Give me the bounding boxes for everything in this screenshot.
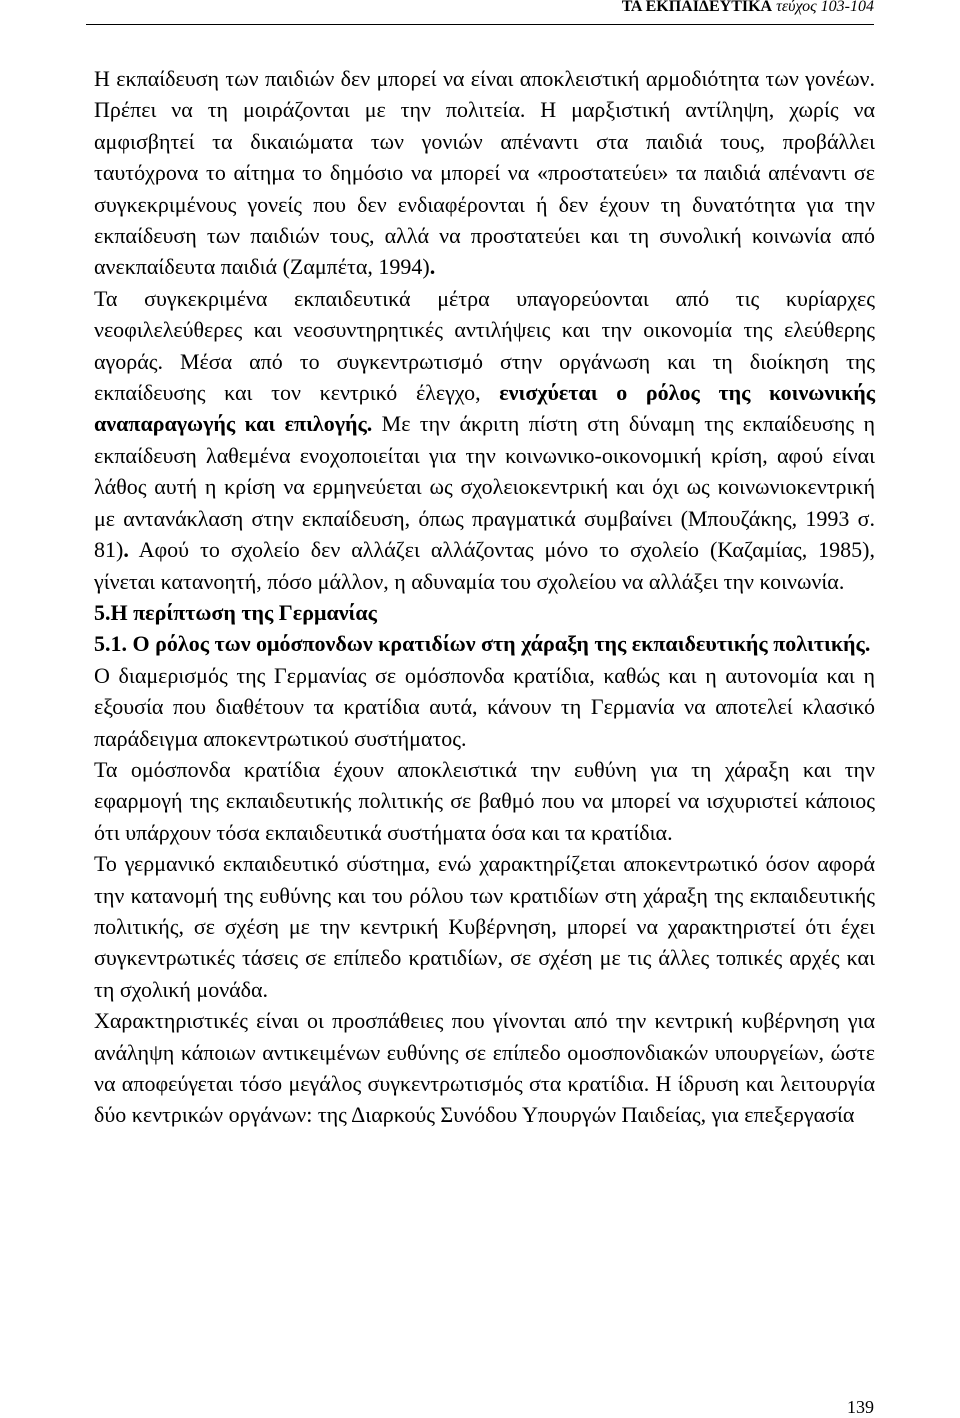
section-heading: 5.Η περίπτωση της Γερμανίας [94,599,377,625]
header-text [622,0,874,16]
journal-title: ΤΑ ΕΚΠΑΙΔΕΥΤΙΚΑ [621,0,773,15]
subsection-heading: 5.1. Ο ρόλος των ομόσπονδων κρατιδίων στη χάραξη της εκπαιδευτικής πολιτικής. [94,631,871,657]
paragraph: Χαρακτηριστικές είναι οι προσπάθειες που γίνονται από την κεντρική κυβέρνηση για ανάληψη κάποιων αντικειμένων ευθύνης σε επίπεδο ομοσπονδιακών υπουργείων, ώστε να αποφεύγεται τόσο μεγάλος συγκεντρωτισμός στα κρατίδια. Η ίδρυση και λειτουργία δύο κεντρικών οργάνων: της Διαρκούς Συνόδου Υπουργών Παιδείας, για επεξεργασία [94,1008,875,1128]
emphasis-text: ενισχύεται ο ρόλος της κοινωνικής αναπαραγωγής και επιλογής. [94,380,875,437]
paragraph: Το γερμανικό εκπαιδευτικό σύστημα, ενώ χαρακτηρίζεται αποκεντρωτικό όσον αφορά την κατανομή της ευθύνης και του ρόλου των κρατιδίων στη χάραξη της εκπαιδευτικής πολιτικής, σε σχέση με την κεντρική Κυβέρνηση, μπορεί να χαρακτηριστεί ότι έχει συγκεντρωτικές τάσεις σε επίπεδο κρατιδίων, σε σχέση με τις άλλες τοπικές αρχές και τη σχολική μονάδα. [94,851,875,1002]
paragraph: Η εκπαίδευση των παιδιών δεν μπορεί να είναι αποκλειστική αρμοδιότητα των γονέων. Πρέπει να τη μοιράζονται με την πολιτεία. Η μαρξιστική αντίληψη, χωρίς να αμφισβητεί τα δικαιώματα των γονιών απέναντι στα παιδιά τους, προβάλλει ταυτόχρονα το αίτημα το δημόσιο να μπορεί να «προστατεύει» τα παιδιά απέναντι σε συγκεκριμένους γονείς που δεν ενδιαφέρονται ή δεν έχουν τη δυνατότητα για την εκπαίδευση των παιδιών τους, αλλά να προστατεύει και τη συνολική κοινωνία από ανεκπαίδευτα παιδιά (Ζαμπέτα, 1994). [94,66,875,280]
paragraph: Τα ομόσπονδα κρατίδια έχουν αποκλειστικά την ευθύνη για τη χάραξη και την εφαρμογή της εκπαιδευτικής πολιτικής σε βαθμό που να μπορεί να ισχυριστεί κάποιος ότι υπάρχουν τόσα εκπαιδευτικά συστήματα όσα και τα κρατίδια. [94,756,875,845]
page-body [94,63,875,1131]
issue-number: τεύχος 103-104 [776,0,874,15]
paragraph: Ο διαμερισμός της Γερμανίας σε ομόσπονδα κρατίδια, καθώς και η αυτονομία και η εξουσία που διαθέτουν τα κρατίδια αυτά, κάνουν τη Γερμανία να αποτελεί κλασικό παράδειγμα αποκεντρωτικού συστήματος. [94,662,875,751]
page-number: 139 [847,1397,874,1417]
paragraph: Τα συγκεκριμένα εκπαιδευτικά μέτρα υπαγορεύονται από τις κυρίαρχες νεοφιλελεύθερες και νεοσυντηρητικές αντιλήψεις και την οικονομία της ελεύθερης αγοράς. Μέσα από το συγκεντρωτισμό στην οργάνωση και τη διοίκηση της εκπαίδευσης και τον κεντρικό έλεγχο, ενισχύεται ο ρόλος της κοινωνικής αναπαραγωγής και επιλογής. Με την άκριτη πίστη στη δύναμη της εκπαίδευσης η εκπαίδευση λαθεμένα ενοχοποιείται για την κοινωνικο-οικονομική κρίση, αφού είναι λάθος αυτή η κρίση να ερμηνεύεται ως σχολειοκεντρική και όχι ως κοινωνιοκεντρική με αντανάκλαση στην εκπαίδευση, όπως πραγματικά συμβαίνει (Μπουζάκης, 1993 σ. 81). Αφού το σχολείο δεν αλλάζει αλλάζοντας μόνο το σχολείο (Καζαμίας, 1985), γίνεται κατανοητή, πόσο μάλλον, η αδυναμία του σχολείου να αλλάξει την κοινωνία. [94,285,875,594]
header-rule [86,24,874,25]
running-header [0,0,960,26]
